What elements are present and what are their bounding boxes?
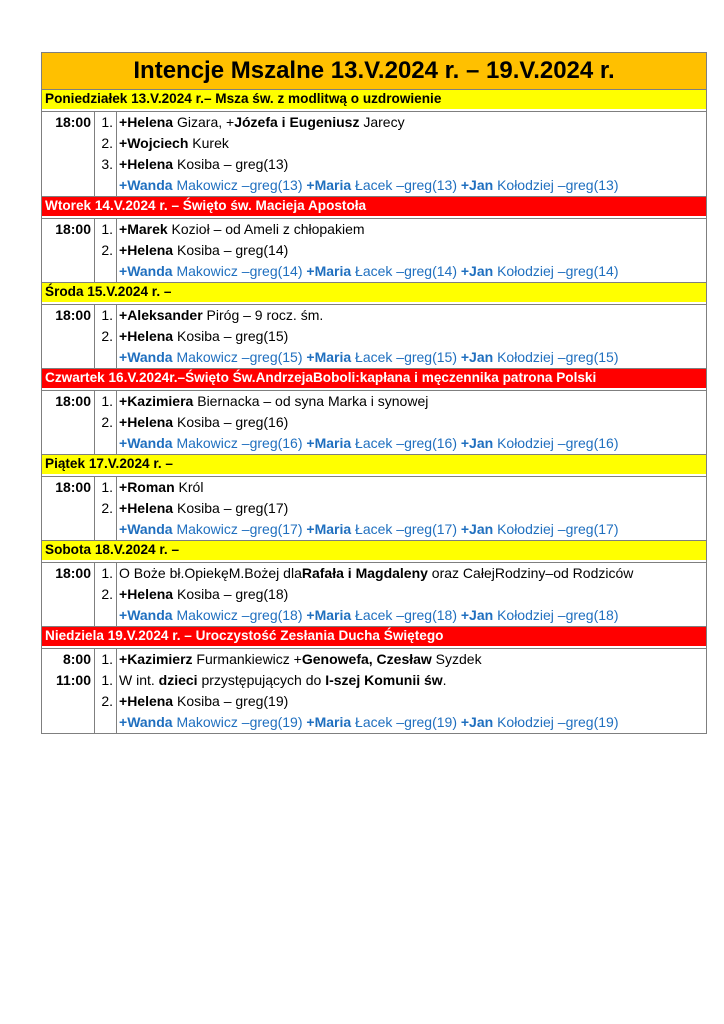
intention-detail: Król <box>174 479 204 495</box>
intention-name: Wanda <box>127 263 173 279</box>
intention-detail: Kołodziej –greg(16) <box>493 435 619 451</box>
intention-name: Józefa i Eugeniusz <box>234 114 360 130</box>
intention-name: I-szej Komunii św <box>325 672 443 688</box>
intention-name: Helena <box>127 414 174 430</box>
intention-row <box>42 563 706 584</box>
intention-name: + <box>119 500 128 516</box>
intentions-block <box>41 218 707 282</box>
intention-name: + <box>119 177 128 193</box>
intention-name: + <box>119 114 128 130</box>
intention-name: +Jan <box>460 435 494 451</box>
intention-detail: Łacek –greg(13) <box>351 177 461 193</box>
intention-text <box>117 326 706 347</box>
intention-number <box>95 605 117 626</box>
intention-name: +Maria <box>306 177 352 193</box>
intention-name: Wanda <box>127 349 173 365</box>
day-header: Sobota 18.V.2024 r. – <box>41 540 707 560</box>
intention-name: Wanda <box>127 521 173 537</box>
intention-name: + <box>119 693 128 709</box>
intention-number: 3. <box>95 154 117 175</box>
intention-detail: Kosiba – greg(16) <box>173 414 289 430</box>
mass-time: 18:00 <box>42 391 95 412</box>
intention-row <box>42 219 706 240</box>
intention-detail: Kosiba – greg(17) <box>173 500 289 516</box>
intention-number: 1. <box>95 112 117 133</box>
intention-detail: Syzdek <box>431 651 482 667</box>
intention-detail: Kołodziej –greg(13) <box>493 177 619 193</box>
day-header: Piątek 17.V.2024 r. – <box>41 454 707 474</box>
intention-name: Wanda <box>127 607 173 623</box>
intention-name: Helena <box>127 328 174 344</box>
intention-detail: Makowicz –greg(15) <box>172 349 307 365</box>
intention-name: + <box>119 479 128 495</box>
intention-name: + <box>119 651 128 667</box>
intention-text <box>117 563 706 584</box>
intention-name: +Maria <box>306 349 352 365</box>
mass-time <box>42 326 95 347</box>
intention-row <box>42 498 706 519</box>
intention-detail: O Boże bł.OpiekęM.Bożej dla <box>119 565 302 581</box>
intention-row <box>42 175 706 196</box>
intention-row <box>42 584 706 605</box>
intention-name: + <box>119 156 128 172</box>
intention-name: +Maria <box>306 263 352 279</box>
mass-time <box>42 605 95 626</box>
intention-name: + <box>119 221 128 237</box>
intention-number <box>95 433 117 454</box>
intention-text <box>117 670 706 691</box>
intention-detail: Kosiba – greg(15) <box>173 328 289 344</box>
intention-name: +Maria <box>306 607 352 623</box>
intention-detail: Łacek –greg(14) <box>351 263 461 279</box>
intention-detail: Biernacka – od syna Marka i synowej <box>193 393 429 409</box>
intention-name: Kazimiera <box>127 393 194 409</box>
mass-time <box>42 498 95 519</box>
intention-text <box>117 154 706 175</box>
intention-text <box>117 240 706 261</box>
intention-name: +Jan <box>460 521 494 537</box>
intention-name: dzieci <box>158 672 198 688</box>
intentions-block <box>41 476 707 540</box>
intention-name: + <box>119 521 128 537</box>
intention-name: + <box>119 263 128 279</box>
intention-row <box>42 691 706 712</box>
intention-detail: Kosiba – greg(14) <box>173 242 289 258</box>
mass-time <box>42 712 95 733</box>
intention-detail: Łacek –greg(15) <box>351 349 461 365</box>
intention-text <box>117 219 706 240</box>
intention-number: 1. <box>95 649 117 670</box>
intentions-block <box>41 390 707 454</box>
intention-name: + <box>119 586 128 602</box>
intention-name: Wanda <box>127 435 173 451</box>
intention-number: 1. <box>95 305 117 326</box>
intention-name: Helena <box>127 586 174 602</box>
mass-time: 8:00 <box>42 649 95 670</box>
intention-name: Wanda <box>127 177 173 193</box>
mass-time: 18:00 <box>42 305 95 326</box>
intention-detail: Furmankiewicz + <box>192 651 302 667</box>
intention-detail: Kozioł – od Ameli z chłopakiem <box>167 221 365 237</box>
intention-row <box>42 712 706 733</box>
intention-number: 1. <box>95 477 117 498</box>
intention-number <box>95 261 117 282</box>
intention-number <box>95 712 117 733</box>
intention-name: + <box>119 607 128 623</box>
intention-text <box>117 477 706 498</box>
intention-name: +Jan <box>460 263 494 279</box>
intention-text <box>117 261 706 282</box>
intention-text <box>117 133 706 154</box>
day-header: Środa 15.V.2024 r. – <box>41 282 707 302</box>
intention-name: +Maria <box>306 714 352 730</box>
intention-number: 2. <box>95 240 117 261</box>
intention-name: Helena <box>127 500 174 516</box>
intention-name: + <box>119 307 128 323</box>
intention-row <box>42 670 706 691</box>
intention-name: +Maria <box>306 521 352 537</box>
intention-detail: W int. <box>119 672 159 688</box>
intention-name: +Jan <box>460 349 494 365</box>
intention-number <box>95 519 117 540</box>
intention-name: Aleksander <box>127 307 203 323</box>
mass-time <box>42 133 95 154</box>
intention-detail: Gizara, + <box>173 114 235 130</box>
intention-detail: Kołodziej –greg(19) <box>493 714 619 730</box>
day-header: Poniedziałek 13.V.2024 r.– Msza św. z modlitwą o uzdrowienie <box>41 89 707 109</box>
intention-number: 1. <box>95 391 117 412</box>
intention-name: Wojciech <box>127 135 189 151</box>
intention-row <box>42 112 706 133</box>
intention-number: 2. <box>95 133 117 154</box>
intention-name: Rafała i Magdaleny <box>301 565 428 581</box>
days-container <box>41 89 707 734</box>
intentions-block <box>41 304 707 368</box>
intention-detail: Makowicz –greg(19) <box>172 714 307 730</box>
day-header: Wtorek 14.V.2024 r. – Święto św. Macieja Apostoła <box>41 196 707 216</box>
intention-name: + <box>119 135 128 151</box>
intention-name: Kazimierz <box>127 651 193 667</box>
intention-detail: oraz CałejRodziny–od Rodziców <box>427 565 634 581</box>
intention-detail: Łacek –greg(16) <box>351 435 461 451</box>
intention-text <box>117 691 706 712</box>
intention-detail: Makowicz –greg(18) <box>172 607 307 623</box>
intention-name: Helena <box>127 114 174 130</box>
mass-time <box>42 347 95 368</box>
intention-number: 1. <box>95 563 117 584</box>
intention-name: +Jan <box>460 714 494 730</box>
intention-row <box>42 326 706 347</box>
mass-time <box>42 175 95 196</box>
day-header: Czwartek 16.V.2024r.–Święto Św.AndrzejaBoboli:kapłana i męczennika patrona Polski <box>41 368 707 388</box>
intention-row <box>42 519 706 540</box>
intention-number: 2. <box>95 412 117 433</box>
intention-detail: Makowicz –greg(13) <box>172 177 307 193</box>
mass-time: 18:00 <box>42 477 95 498</box>
day-header: Niedziela 19.V.2024 r. – Uroczystość Zesłania Ducha Świętego <box>41 626 707 646</box>
intention-number: 1. <box>95 670 117 691</box>
mass-time: 11:00 <box>42 670 95 691</box>
intention-detail: Łacek –greg(17) <box>351 521 461 537</box>
intention-text <box>117 498 706 519</box>
intention-detail: Kołodziej –greg(15) <box>493 349 619 365</box>
intention-number <box>95 175 117 196</box>
intention-name: + <box>119 435 128 451</box>
intention-detail: Piróg – 9 rocz. śm. <box>202 307 324 323</box>
intention-number: 2. <box>95 584 117 605</box>
mass-time: 18:00 <box>42 112 95 133</box>
intention-row <box>42 154 706 175</box>
intention-row <box>42 347 706 368</box>
mass-time <box>42 412 95 433</box>
intention-detail: Jarecy <box>359 114 405 130</box>
intention-name: + <box>119 349 128 365</box>
mass-time <box>42 433 95 454</box>
intention-name: Wanda <box>127 714 173 730</box>
intention-name: Marek <box>127 221 168 237</box>
intention-row <box>42 240 706 261</box>
intention-text <box>117 712 706 733</box>
intention-detail: przystępujących do <box>197 672 326 688</box>
intention-row <box>42 412 706 433</box>
mass-intentions-sheet <box>41 52 707 734</box>
intention-detail: Kosiba – greg(13) <box>173 156 289 172</box>
mass-time <box>42 154 95 175</box>
intention-detail: Makowicz –greg(14) <box>172 263 307 279</box>
mass-time <box>42 240 95 261</box>
intention-number: 2. <box>95 498 117 519</box>
intention-row <box>42 649 706 670</box>
intention-row <box>42 133 706 154</box>
intention-number: 2. <box>95 326 117 347</box>
intention-name: +Jan <box>460 177 494 193</box>
mass-time <box>42 519 95 540</box>
intention-detail: Kosiba – greg(18) <box>173 586 289 602</box>
mass-time <box>42 691 95 712</box>
intention-text <box>117 347 706 368</box>
intention-text <box>117 519 706 540</box>
intention-detail: Kołodziej –greg(18) <box>493 607 619 623</box>
intention-name: +Maria <box>306 435 352 451</box>
intentions-block <box>41 562 707 626</box>
mass-time <box>42 261 95 282</box>
intention-detail: Kurek <box>188 135 229 151</box>
intention-name: + <box>119 414 128 430</box>
intention-name: + <box>119 393 128 409</box>
intention-number: 2. <box>95 691 117 712</box>
intentions-block <box>41 648 707 734</box>
intention-row <box>42 261 706 282</box>
intention-number: 1. <box>95 219 117 240</box>
intention-text <box>117 584 706 605</box>
intentions-block <box>41 111 707 196</box>
intention-row <box>42 305 706 326</box>
intention-detail: Makowicz –greg(17) <box>172 521 307 537</box>
intention-name: Helena <box>127 693 174 709</box>
intention-text <box>117 305 706 326</box>
intention-detail: Łacek –greg(18) <box>351 607 461 623</box>
intention-name: + <box>119 328 128 344</box>
intention-text <box>117 649 706 670</box>
intention-name: + <box>119 242 128 258</box>
intention-text <box>117 391 706 412</box>
intention-text <box>117 412 706 433</box>
intention-name: Helena <box>127 242 174 258</box>
intention-detail: Kołodziej –greg(17) <box>493 521 619 537</box>
intention-text <box>117 175 706 196</box>
intention-text <box>117 433 706 454</box>
intention-number <box>95 347 117 368</box>
mass-time: 18:00 <box>42 219 95 240</box>
intention-name: Roman <box>127 479 175 495</box>
intention-row <box>42 605 706 626</box>
intention-row <box>42 391 706 412</box>
intention-name: + <box>119 714 128 730</box>
intention-name: Helena <box>127 156 174 172</box>
intention-text <box>117 605 706 626</box>
intention-detail: Łacek –greg(19) <box>351 714 461 730</box>
mass-time <box>42 584 95 605</box>
intention-name: +Jan <box>460 607 494 623</box>
intention-text <box>117 112 706 133</box>
intention-row <box>42 433 706 454</box>
intention-detail: Makowicz –greg(16) <box>172 435 307 451</box>
intention-detail: Kosiba – greg(19) <box>173 693 289 709</box>
intention-row <box>42 477 706 498</box>
intention-name: Genowefa, Czesław <box>301 651 432 667</box>
intention-detail: . <box>442 672 447 688</box>
intention-detail: Kołodziej –greg(14) <box>493 263 619 279</box>
mass-time: 18:00 <box>42 563 95 584</box>
page-title: Intencje Mszalne 13.V.2024 r. – 19.V.2024 r. <box>41 52 707 89</box>
